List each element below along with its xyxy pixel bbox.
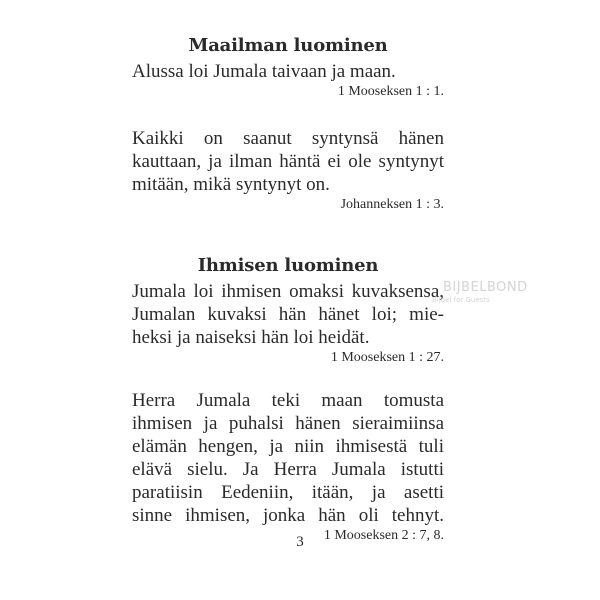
verse-line: Alussa loi Jumala taivaan ja maan.	[132, 61, 396, 82]
verse-line: mitään, mikä syntynyt on.	[132, 174, 330, 195]
section-heading-creation-of-man: Ihmisen luominen	[197, 255, 379, 276]
verse-text	[132, 127, 444, 196]
section-heading-creation-of-world: Maailman luominen	[188, 35, 388, 56]
verse-reference: 1 Mooseksen 1 : 27.	[330, 350, 444, 365]
verse-reference: 1 Mooseksen 2 : 7, 8.	[323, 528, 444, 543]
verse-text	[132, 280, 444, 349]
verse-line: sinne ihmisen, jonka hän oli tehnyt.	[132, 505, 444, 526]
verse-line: paratiisin Eedeniin, itään, ja asetti	[132, 482, 444, 503]
verse-line: kauttaan, ja ilman häntä ei ole syntynyt	[132, 151, 444, 172]
verse-line: Jumala loi ihmisen omaksi kuvaksensa,	[132, 281, 444, 302]
verse-reference: 1 Mooseksen 1 : 1.	[337, 84, 444, 99]
verse-line: ihmisen ja puhalsi hänen sieraimiinsa	[132, 413, 444, 434]
verse-line: Kaikki on saanut syntynsä hänen	[132, 128, 444, 149]
watermark-logo: BIJBELBOND	[443, 280, 528, 295]
page-number: 3	[296, 534, 304, 550]
verse-reference: Johanneksen 1 : 3.	[340, 197, 444, 212]
watermark-subtext: Bijbel for Guests	[432, 296, 490, 304]
page-content	[132, 34, 444, 545]
verse-line: elävä sielu. Ja Herra Jumala istutti	[132, 459, 444, 480]
verse-line: heksi ja naiseksi hän loi heidät.	[132, 327, 370, 348]
verse-text	[132, 389, 444, 527]
verse-line: elämän hengen, ja niin ihmisestä tuli	[132, 436, 444, 457]
verse-line: Herra Jumala teki maan tomusta	[132, 390, 444, 411]
verse-text	[132, 60, 444, 83]
verse-line: Jumalan kuvaksi hän hänet loi; mie-	[132, 304, 444, 325]
